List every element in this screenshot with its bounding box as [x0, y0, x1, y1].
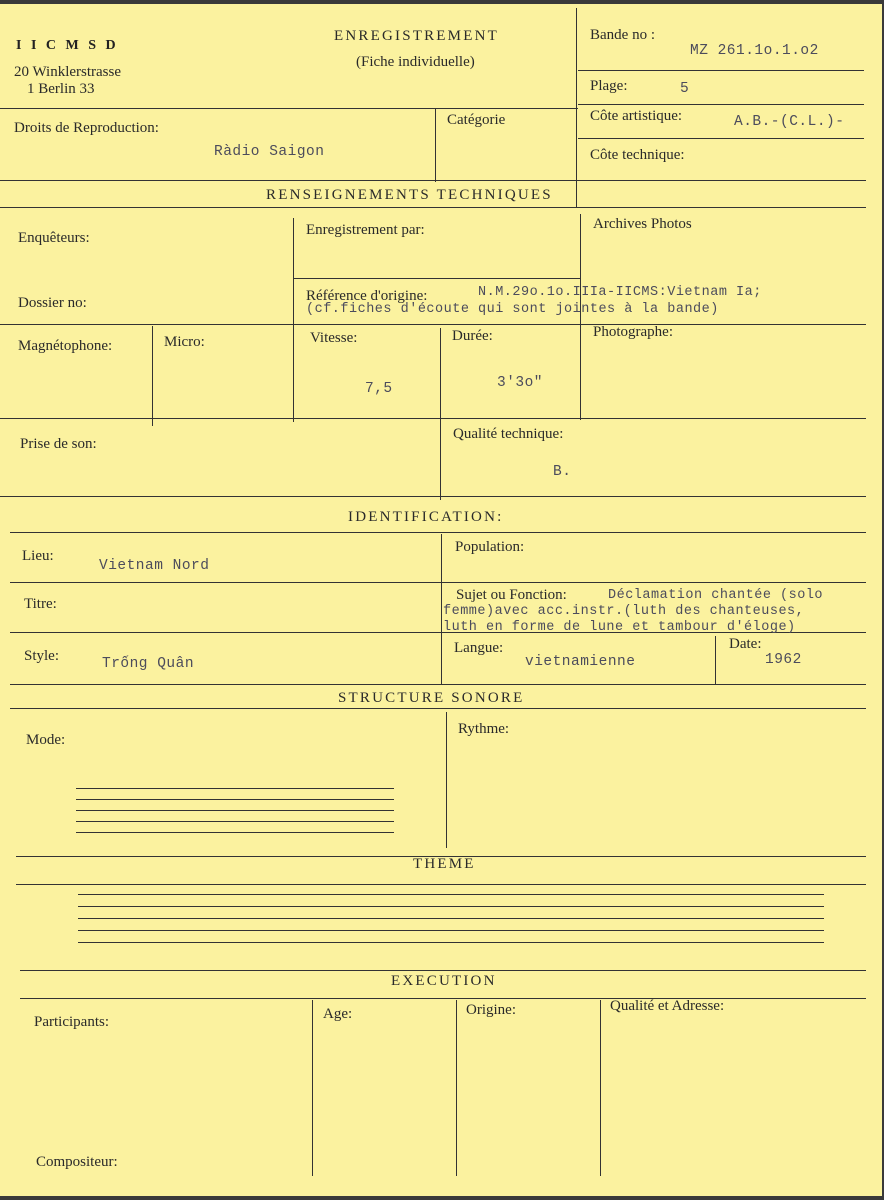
divider — [715, 636, 716, 684]
magnetophone-label: Magnétophone: — [18, 338, 113, 354]
plage-value: 5 — [680, 81, 690, 97]
dossier-label: Dossier no: — [18, 295, 87, 311]
sujet-value-3: luth en forme de lune et tambour d'éloge) — [443, 620, 796, 635]
divider — [10, 532, 866, 533]
theme-rule — [78, 918, 824, 919]
technique-section-title: RENSEIGNEMENTS TECHNIQUES — [266, 187, 553, 203]
enqueteurs-label: Enquêteurs: — [18, 230, 90, 246]
sujet-label: Sujet ou Fonction: — [456, 587, 567, 603]
duree-value: 3'3o" — [497, 375, 544, 391]
divider — [441, 534, 442, 684]
bande-value: MZ 261.1o.1.o2 — [690, 43, 819, 59]
qualite-technique-label: Qualité technique: — [453, 426, 564, 442]
cote-technique-label: Côte technique: — [590, 147, 685, 163]
institute-logo: I I C M S D — [16, 38, 119, 53]
qualite-adresse-label: Qualité et Adresse: — [610, 998, 725, 1014]
structure-section-title: STRUCTURE SONORE — [338, 690, 525, 706]
categorie-label: Catégorie — [447, 112, 506, 128]
theme-section-title: THEME — [413, 856, 476, 872]
langue-label: Langue: — [454, 640, 504, 656]
prise-de-son-label: Prise de son: — [20, 436, 97, 452]
divider — [580, 214, 581, 420]
mode-rule — [76, 810, 394, 811]
sujet-value-2: femme)avec acc.instr.(luth des chanteuses, — [443, 604, 805, 619]
form-title: ENREGISTREMENT — [334, 28, 499, 44]
enregistrement-par-label: Enregistrement par: — [306, 222, 425, 238]
divider — [0, 207, 866, 208]
date-label: Date: — [729, 636, 762, 652]
divider — [10, 708, 866, 709]
divider — [578, 138, 864, 139]
theme-rule — [78, 930, 824, 931]
vitesse-label: Vitesse: — [310, 330, 358, 346]
lieu-value: Vietnam Nord — [99, 558, 210, 574]
divider — [293, 218, 294, 422]
execution-section-title: EXECUTION — [391, 973, 497, 989]
reference-value-1: N.M.29o.1o.IIIa-IICMS:Vietnam Ia; — [478, 285, 762, 300]
mode-rule — [76, 821, 394, 822]
titre-label: Titre: — [24, 596, 57, 612]
bande-label: Bande no : — [590, 27, 655, 43]
reference-value-2: (cf.fiches d'écoute qui sont jointes à la bande) — [306, 302, 719, 317]
divider — [152, 326, 153, 426]
form-subtitle: (Fiche individuelle) — [356, 54, 475, 70]
divider — [293, 278, 580, 279]
divider — [16, 884, 866, 885]
compositeur-label: Compositeur: — [36, 1154, 118, 1170]
droits-value: Ràdio Saigon — [214, 144, 325, 160]
identification-section-title: IDENTIFICATION: — [348, 509, 504, 525]
cote-artistique-value: A.B.-(C.L.)- — [734, 114, 845, 130]
vitesse-value: 7,5 — [365, 381, 393, 397]
registration-card — [0, 4, 882, 1196]
participants-label: Participants: — [34, 1014, 109, 1030]
divider — [578, 70, 864, 71]
date-value: 1962 — [765, 652, 802, 668]
style-value: Trống Quân — [102, 656, 195, 672]
theme-rule — [78, 906, 824, 907]
reference-label: Référence d'origine: — [306, 288, 428, 304]
divider — [0, 108, 578, 109]
divider — [440, 328, 441, 500]
mode-label: Mode: — [26, 732, 66, 748]
divider — [446, 712, 447, 848]
sujet-value-1: Déclamation chantée (solo — [608, 588, 824, 603]
address-line-2: 1 Berlin 33 — [27, 81, 95, 97]
langue-value: vietnamienne — [525, 654, 636, 670]
divider — [578, 104, 864, 105]
divider — [435, 108, 436, 182]
population-label: Population: — [455, 539, 525, 555]
divider — [20, 970, 866, 971]
archives-photos-label: Archives Photos — [593, 216, 692, 232]
divider — [0, 496, 866, 497]
divider — [0, 324, 866, 325]
micro-label: Micro: — [164, 334, 205, 350]
cote-artistique-label: Côte artistique: — [590, 108, 683, 124]
divider — [10, 684, 866, 685]
divider — [600, 1000, 601, 1176]
droits-label: Droits de Reproduction: — [14, 120, 159, 136]
duree-label: Durée: — [452, 328, 493, 344]
theme-rule — [78, 942, 824, 943]
divider — [0, 418, 866, 419]
divider — [456, 1000, 457, 1176]
rythme-label: Rythme: — [458, 721, 510, 737]
qualite-technique-value: B. — [553, 464, 572, 480]
origine-label: Origine: — [466, 1002, 516, 1018]
mode-rule — [76, 788, 394, 789]
plage-label: Plage: — [590, 78, 628, 94]
photographe-label: Photographe: — [593, 324, 673, 340]
age-label: Age: — [323, 1006, 353, 1022]
mode-rule — [76, 799, 394, 800]
divider — [0, 180, 866, 181]
address-line-1: 20 Winklerstrasse — [14, 64, 122, 80]
mode-rule — [76, 832, 394, 833]
divider — [10, 582, 866, 583]
divider — [20, 998, 866, 999]
style-label: Style: — [24, 648, 60, 664]
divider — [312, 1000, 313, 1176]
theme-rule — [78, 894, 824, 895]
lieu-label: Lieu: — [22, 548, 54, 564]
